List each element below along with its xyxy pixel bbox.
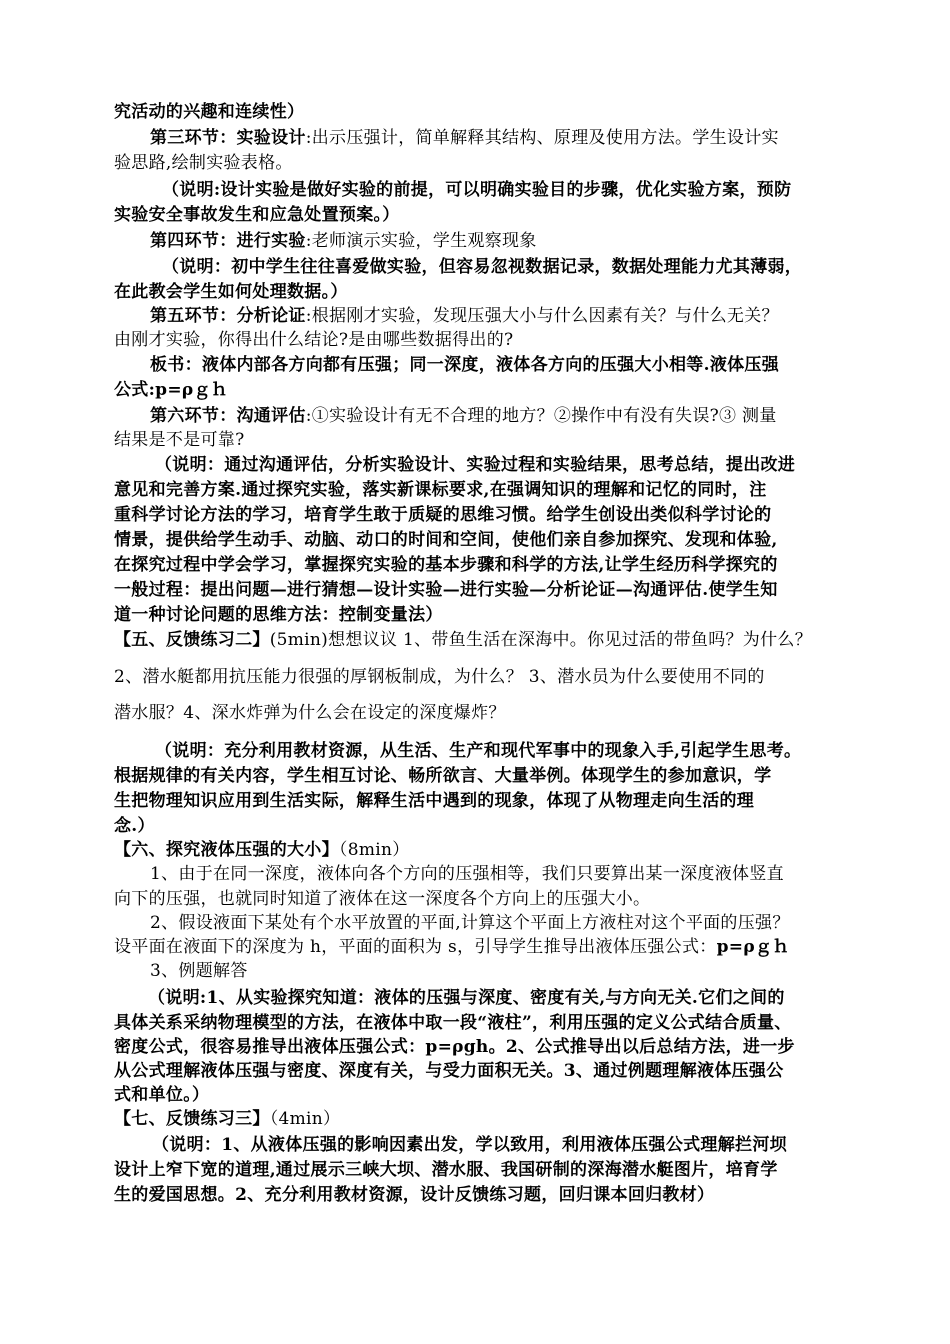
section-heading-step3 [150, 126, 910, 150]
text-line: 验思路,绘制实验表格。 [114, 153, 293, 173]
text-line: 2、潜水艇都用抗压能力很强的厚钢板制成，为什么？ 3、潜水员为什么要使用不同的 [114, 667, 765, 687]
board-note-line: 板书：液体内部各方向都有压强；同一深度，液体各方向的压强大小相等.液体压强 [150, 355, 780, 375]
note-line: 道一种讨论问题的思维方法：控制变量法） [114, 605, 443, 625]
section-heading-explore [114, 838, 874, 862]
text-line: 1、由于在同一深度，液体向各个方向的压强相等，我们只要算出某一深度液体竖直 [150, 864, 784, 884]
note-line: （说明:设计实验是做好实验的前提，可以明确实验目的步骤，优化实验方案，预防 [162, 180, 792, 200]
text-line: 究活动的兴趣和连续性） [114, 102, 305, 122]
note-line: （说明：初中学生往往喜爱做实验，但容易忽视数据记录，数据处理能力尤其薄弱， [162, 257, 803, 277]
note-line: 在此教会学生如何处理数据。） [114, 282, 348, 302]
text-line: 结果是不是可靠? [114, 430, 245, 450]
step-text: :①实验设计有无不合理的地方？②操作中有没有失误?③ 测量 [305, 406, 777, 426]
note-line: 密度公式，很容易推导出液体压强公式：p=ρgh。2、公式推导出以后总结方法，进一步 [114, 1037, 795, 1057]
section-heading-step5 [150, 304, 910, 328]
section-heading-step6 [150, 404, 910, 428]
note-line: 意见和完善方案.通过探究实验，落实新课标要求,在强调知识的理解和记忆的同时，注 [114, 480, 767, 500]
step-label: 第五环节：分析论证 [150, 306, 306, 326]
note-line: 式和单位。） [114, 1085, 210, 1105]
section-text: （4min） [269, 1109, 341, 1129]
section-label: 【七、反馈练习三】 [114, 1109, 270, 1129]
note-line: 设计上窄下宽的道理,通过展示三峡大坝、潜水服、我国研制的深海潜水艇图片，培育学 [114, 1160, 778, 1180]
note-line: （说明：1、从液体压强的影响因素出发，学以致用，利用液体压强公式理解拦河坝 [152, 1135, 787, 1155]
note-line: 情景，提供给学生动手、动脑、动口的时间和空间，使他们亲自参加探究、发现和体验, [114, 530, 778, 550]
text-line: 2、假设液面下某处有个水平放置的平面,计算这个平面上方液柱对这个平面的压强？ [150, 913, 790, 933]
text-line: 由刚才实验，你得出什么结论?是由哪些数据得出的? [114, 330, 514, 350]
section-text: （8min） [338, 840, 410, 860]
note-line: 重科学讨论方法的学习，培育学生敢于质疑的思维习惯。给学生创设出类似科学讨论的 [114, 505, 772, 525]
note-line: 具体关系采纳物理模型的方法，在液体中取一段“液柱”，利用压强的定义公式结合质量、 [114, 1013, 792, 1033]
note-line: 念.） [114, 816, 155, 836]
note-line: 生的爱国思想。2、充分利用教材资源，设计反馈练习题，回归课本回归教材） [114, 1185, 715, 1205]
step-text: :老师演示实验，学生观察现象 [305, 231, 537, 251]
section-heading-practice2 [114, 628, 874, 652]
formula-text-line [114, 935, 874, 959]
step-label: 第三环节：实验设计 [150, 128, 306, 148]
note-line: （说明:1、从实验探究知道：液体的压强与深度、密度有关,与方向无关.它们之间的 [148, 988, 785, 1008]
formula-lead: 设平面在液面下的深度为 h，平面的面积为 s，引导学生推导出液体压强公式： [114, 937, 717, 957]
note-line: （说明：充分利用教材资源，从生活、生产和现代军事中的现象入手,引起学生思考。 [155, 741, 802, 761]
section-text: (5min)想想议议 1、带鱼生活在深海中。你见过活的带鱼吗？为什么？ [269, 630, 813, 650]
note-line: 生把物理知识应用到生活实际，解释生活中遇到的现象，体现了从物理走向生活的理 [114, 791, 755, 811]
note-line: 根据规律的有关内容，学生相互讨论、畅所欲言、大量举例。体现学生的参加意识，学 [114, 766, 772, 786]
step-label: 第六环节：沟通评估 [150, 406, 306, 426]
note-line: 实验安全事故发生和应急处置预案。） [114, 205, 400, 225]
step-label: 第四环节：进行实验 [150, 231, 306, 251]
section-heading-step4 [150, 229, 910, 253]
formula: p=ρｇｈ [716, 937, 790, 957]
step-text: :根据刚才实验，发现压强大小与什么因素有关？与什么无关？ [305, 306, 779, 326]
section-label: 【六、探究液体压强的大小】 [114, 840, 339, 860]
text-line: 向下的压强，也就同时知道了液体在这一深度各个方向上的压强大小。 [114, 889, 651, 909]
step-text: :出示压强计，简单解释其结构、原理及使用方法。学生设计实 [305, 128, 779, 148]
note-line: 在探究过程中学会学习，掌握探究实验的基本步骤和科学的方法,让学生经历科学探究的 [114, 555, 778, 575]
note-line: （说明：通过沟通评估，分析实验设计、实验过程和实验结果，思考总结，提出改进 [155, 455, 796, 475]
formula-line: 公式:p=ρｇｈ [114, 380, 229, 400]
section-label: 【五、反馈练习二】 [114, 630, 270, 650]
note-line: 一般过程：提出问题—进行猜想—设计实验—进行实验—分析论证—沟通评估.使学生知 [114, 580, 778, 600]
text-line: 3、例题解答 [150, 961, 248, 981]
text-line: 潜水服？4、深水炸弹为什么会在设定的深度爆炸？ [114, 703, 506, 723]
note-line: 从公式理解液体压强与密度、深度有关，与受力面积无关。3、通过例题理解液体压强公 [114, 1061, 784, 1081]
section-heading-practice3 [114, 1107, 874, 1131]
